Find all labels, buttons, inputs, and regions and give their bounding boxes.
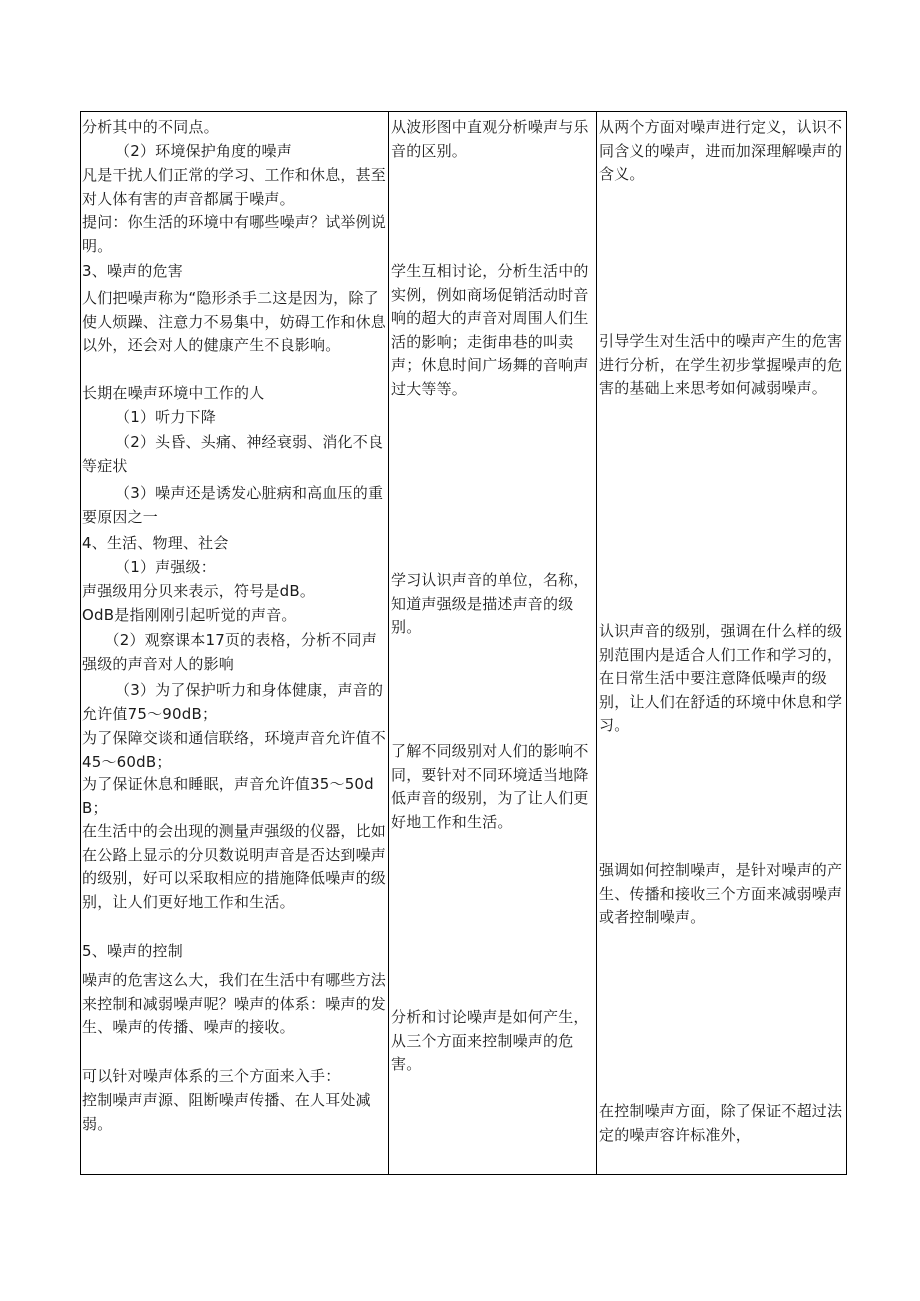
paragraph: 分析其中的不同点。	[82, 118, 219, 136]
paragraph: 控制噪声声源、阻断噪声传播、在人耳处减弱。	[82, 1091, 371, 1133]
content-column	[81, 112, 388, 1174]
list-item: （3）为了保护听力和身体健康，声音的允许值75～90dB；	[82, 681, 384, 723]
list-item: （2）头昏、头痛、神经衰弱、消化不良等症状	[82, 433, 384, 475]
paragraph: 从两个方面对噪声进行定义，认识不同含义的噪声，进而加深理解噪声的含义。	[599, 118, 843, 184]
paragraph: 人们把噪声称为“隐形杀手二这是因为，除了使人烦躁、注意力不易集中，妨碍工作和休息以外，还会对人的健康产生不良影响。	[82, 289, 387, 355]
section-heading: 5、噪声的控制	[82, 942, 183, 960]
paragraph: 了解不同级别对人们的影响不同，要针对不同环境适当地降低声音的级别，为了让人们更好地工作和生活。	[391, 742, 589, 831]
paragraph: 学习认识声音的单位，名称，知道声强级是描述声音的级别。	[391, 571, 589, 637]
paragraph: 为了保证休息和睡眠，声音允许值35～50dB；	[82, 775, 374, 817]
list-item: （3）噪声还是诱发心脏病和高血压的重要原因之一	[82, 484, 384, 526]
paragraph: 认识声音的级别，强调在什么样的级别范围内是适合人们工作和学习的，在日常生活中要注意降低噪声的级别，让人们在舒适的环境中休息和学习。	[599, 622, 843, 735]
paragraph: 凡是干扰人们正常的学习、工作和休息，甚至对人体有害的声音都属于噪声。	[82, 166, 387, 208]
section-heading: 4、生活、物理、社会	[82, 534, 229, 552]
paragraph: 从波形图中直观分析噪声与乐音的区别。	[391, 118, 589, 160]
list-item: （1）声强级：	[115, 558, 216, 576]
paragraph: 可以针对噪声体系的三个方面来入手：	[82, 1067, 341, 1085]
paragraph: 长期在噪声环境中工作的人	[82, 384, 265, 402]
paragraph: 学生互相讨论，分析生活中的实例，例如商场促销活动时音响的超大的声音对周围人们生活的影响；走街串巷的叫卖声；休息时间广场舞的音响声过大等等。	[391, 262, 589, 398]
paragraph: 分析和讨论噪声是如何产生，从三个方面来控制噪声的危害。	[391, 1008, 589, 1074]
paragraph: 噪声的危害这么大，我们在生活中有哪些方法来控制和减弱噪声呢？噪声的体系：噪声的发生、噪声的传播、噪声的接收。	[82, 971, 387, 1037]
paragraph: 声强级用分贝来表示，符号是dB。	[82, 582, 316, 600]
lesson-table	[80, 111, 847, 1175]
question: 提问：你生活的环境中有哪些噪声？试举例说明。	[82, 213, 387, 255]
section-heading: 3、噪声的危害	[82, 262, 183, 280]
paragraph: 强调如何控制噪声，是针对噪声的产生、传播和接收三个方面来减弱噪声或者控制噪声。	[599, 861, 843, 927]
design-intent-column	[596, 112, 847, 1174]
subheading: （2）环境保护角度的噪声	[115, 142, 292, 160]
paragraph: 引导学生对生活中的噪声产生的危害进行分析，在学生初步掌握噪声的危害的基础上来思考如何减弱噪声。	[599, 332, 843, 398]
paragraph: 在生活中的会出现的测量声强级的仪器，比如在公路上显示的分贝数说明声音是否达到噪声的级别，好可以采取相应的措施降低噪声的级别，让人们更好地工作和生活。	[82, 822, 387, 911]
paragraph: 为了保障交谈和通信联络，环境声音允许值不45～60dB；	[82, 729, 387, 771]
list-item: （1）听力下降	[115, 408, 216, 426]
list-item: （2）观察课本17页的表格，分析不同声强级的声音对人的影响	[82, 631, 377, 673]
paragraph: 在控制噪声方面，除了保证不超过法定的噪声容许标准外，	[599, 1102, 843, 1144]
paragraph: OdB是指刚刚引起听觉的声音。	[82, 606, 297, 624]
student-activity-column	[388, 112, 597, 1174]
